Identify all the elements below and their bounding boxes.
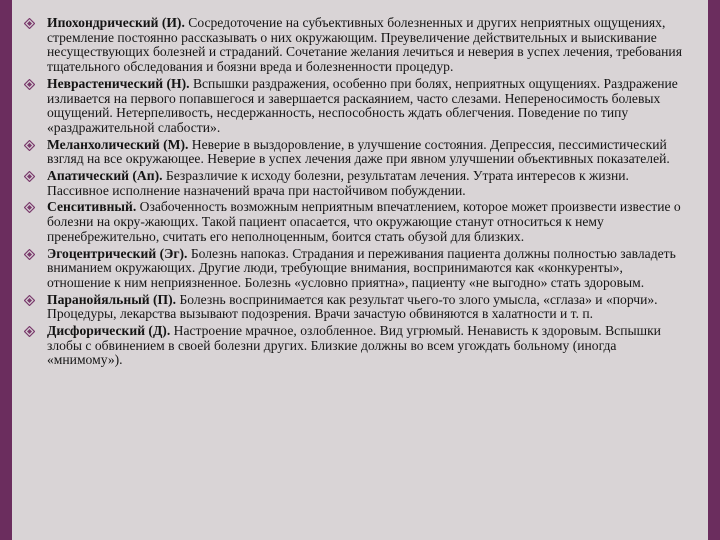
item-term: Дисфорический (Д).: [47, 323, 171, 339]
diamond-bullet-icon: [24, 18, 35, 29]
left-accent-band: [0, 0, 12, 540]
item-text: Неверие в выздоровление, в улучшение состояния. Депрессия, пессимистический взгляд на все окружающее. Неверие в успех лечения даже при явном улучшении объективных показателей.: [47, 136, 670, 167]
item-text: Сосредоточение на субъективных болезненных и других неприятных ощущениях, стремление постоянно рассказывать о них окружающим. Преувеличение действительных и выискивание несуществующих болезней и страданий. Сочетание желания лечиться и неверия в успех лечения, требования тщательного обследования и боязни вреда и болезненности процедур.: [47, 15, 682, 75]
list-item-sensitive: [22, 200, 690, 244]
diamond-bullet-icon: [24, 249, 35, 260]
item-text: Настроение мрачное, озлобленное. Вид угрюмый. Ненависть к здоровым. Вспышки злобы с обвинением в своей болезни других. Близкие должны во всем угождать больному (иногда «мнимому»).: [47, 323, 661, 368]
list-item-egocentric: [22, 247, 690, 291]
list-item-dysphoric: [22, 324, 690, 368]
item-term: Эгоцентрический (Эг).: [47, 245, 188, 261]
diamond-bullet-icon: [24, 171, 35, 182]
item-text: Вспышки раздражения, особенно при болях, неприятных ощущениях. Раздражение изливается на первого попавшегося и завершается раскаянием, часто слезами. Непереносимость болевых ощущений. Нетерпеливость, несдержанность, неспособность ждать облегчения. Поведение по типу «раздражительной слабости».: [47, 75, 678, 135]
list-item-neurasthenic: [22, 77, 690, 136]
diamond-bullet-icon: [24, 295, 35, 306]
list-item-paranoid: [22, 293, 690, 322]
diamond-bullet-icon: [24, 79, 35, 90]
item-text: Озабоченность возможным неприятным впечатлением, которое может произвести известие о болезни на окру-жающих. Такой пациент опасается, что окружающие станут относиться к нему пренебрежительно, считать его неполноценным, боится стать обузой для близких.: [47, 199, 681, 244]
diamond-bullet-icon: [24, 326, 35, 337]
bullet-list: [22, 16, 690, 370]
item-term: Апатический (Ап).: [47, 168, 163, 184]
item-text: Болезнь напоказ. Страдания и переживания пациента должны полностью завладеть вниманием окружающих. Другие люди, требующие внимания, воспринимаются как «конкуренты», отношение к ним неприязненное. Болезнь «условно приятна», пациенту «не выгодно» стать здоровым.: [47, 245, 676, 290]
diamond-bullet-icon: [24, 140, 35, 151]
item-text: Безразличие к исходу болезни, результатам лечения. Утрата интересов к жизни. Пассивное исполнение назначений врача при настойчивом побуждении.: [47, 168, 629, 198]
list-item-hypochondriac: [22, 16, 690, 75]
item-term: Неврастенический (Н).: [47, 75, 190, 91]
item-term: Сенситивный.: [47, 199, 137, 215]
list-item-melancholic: [22, 138, 690, 167]
diamond-bullet-icon: [24, 202, 35, 213]
item-term: Ипохондрический (И).: [47, 15, 185, 30]
item-text: Болезнь воспринимается как результат чьего-то злого умысла, «сглаза» и «порчи». Процедуры, лекарства вызывают подозрения. Врачи зачастую обвиняются в халатности и т. п.: [47, 291, 658, 322]
right-accent-band: [708, 0, 720, 540]
item-term: Меланхолический (М).: [47, 136, 189, 152]
item-term: Паранойяльный (П).: [47, 291, 177, 307]
list-item-apathetic: [22, 169, 690, 198]
